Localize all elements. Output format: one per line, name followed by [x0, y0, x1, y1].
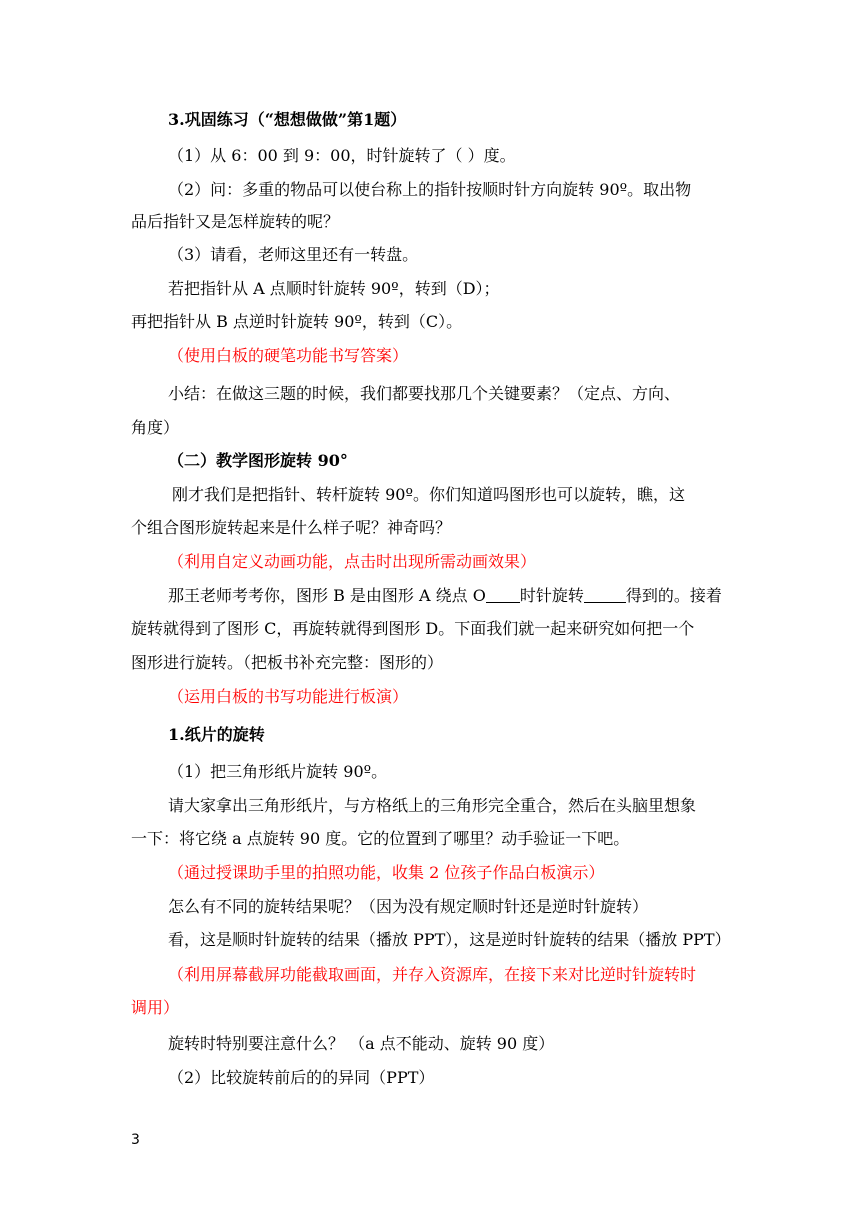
- section-heading-rotation: （二）教学图形旋转 90°: [168, 451, 348, 470]
- teaching-note: （通过授课助手里的拍照功能，收集 2 位孩子作品白板演示）: [168, 863, 605, 882]
- blank-sentence-part-3: 得到的。接着: [625, 586, 722, 605]
- paragraph-line: （1）把三角形纸片旋转 90º。: [168, 762, 388, 781]
- paragraph-line: 小结：在做这三题的时候，我们都要找那几个关键要素？（定点、方向、: [168, 384, 681, 403]
- teaching-note: （利用屏幕截屏功能截取画面，并存入资源库，在接下来对比逆时针旋转时: [168, 965, 697, 984]
- teaching-note: （运用白板的书写功能进行板演）: [168, 687, 409, 706]
- teaching-note: （利用自定义动画功能，点击时出现所需动画效果）: [168, 552, 537, 571]
- paragraph-line: 旋转时特别要注意什么？ （a 点不能动、旋转 90 度）: [168, 1034, 555, 1053]
- section-heading-practice: 3.巩固练习（“想想做做”第1题）: [168, 110, 407, 129]
- paragraph-line: 请大家拿出三角形纸片，与方格纸上的三角形完全重合，然后在头脑里想象: [168, 796, 697, 815]
- teaching-note: 调用）: [131, 998, 180, 1017]
- paragraph-line: 一下：将它绕 a 点旋转 90 度。它的位置到了哪里？动手验证一下吧。: [131, 829, 630, 848]
- page-number: 3: [131, 1132, 140, 1148]
- paragraph-line: 角度）: [131, 418, 180, 437]
- paragraph-line: 个组合图形旋转起来是什么样子呢？神奇吗？: [131, 518, 452, 537]
- blank-sentence-part-2: 时针旋转: [519, 586, 584, 605]
- paragraph-line: 怎么有不同的旋转结果呢？（因为没有规定顺时针还是逆时针旋转）: [168, 897, 649, 916]
- answer-blank-direction: [486, 586, 520, 603]
- paragraph-line: 刚才我们是把指针、转杆旋转 90º。你们知道吗图形也可以旋转，瞧，这: [172, 485, 685, 504]
- paragraph-line: （3）请看，老师这里还有一转盘。: [168, 245, 419, 264]
- paragraph-line: （1）从 6：00 到 9：00，时针旋转了（ ）度。: [168, 146, 516, 165]
- teaching-note: （使用白板的硬笔功能书写答案）: [168, 346, 409, 365]
- paragraph-line: （2）比较旋转前后的的异同（PPT）: [168, 1068, 435, 1087]
- paragraph-line: 若把指针从 A 点顺时针旋转 90º，转到（D）；: [168, 279, 500, 298]
- answer-blank-angle: [584, 586, 626, 603]
- subsection-heading-paper: 1.纸片的旋转: [168, 725, 265, 744]
- paragraph-line: 品后指针又是怎样旋转的呢？: [131, 212, 340, 231]
- blank-sentence-part-1: 那王老师考考你，图形 B 是由图形 A 绕点 O: [168, 586, 486, 605]
- paragraph-line: 看，这是顺时针旋转的结果（播放 PPT），这是逆时针旋转的结果（播放 PPT）: [168, 930, 731, 949]
- paragraph-line-fill-blank: [0, 586, 860, 606]
- paragraph-line: 图形进行旋转。（把板书补充完整：图形的）: [131, 653, 444, 672]
- paragraph-line: （2）问：多重的物品可以使台称上的指针按顺时针方向旋转 90º。取出物: [168, 180, 692, 199]
- paragraph-line: 旋转就得到了图形 C，再旋转就得到图形 D。下面我们就一起来研究如何把一个: [131, 619, 695, 638]
- paragraph-line: 再把指针从 B 点逆时针旋转 90º，转到（C）。: [131, 312, 463, 331]
